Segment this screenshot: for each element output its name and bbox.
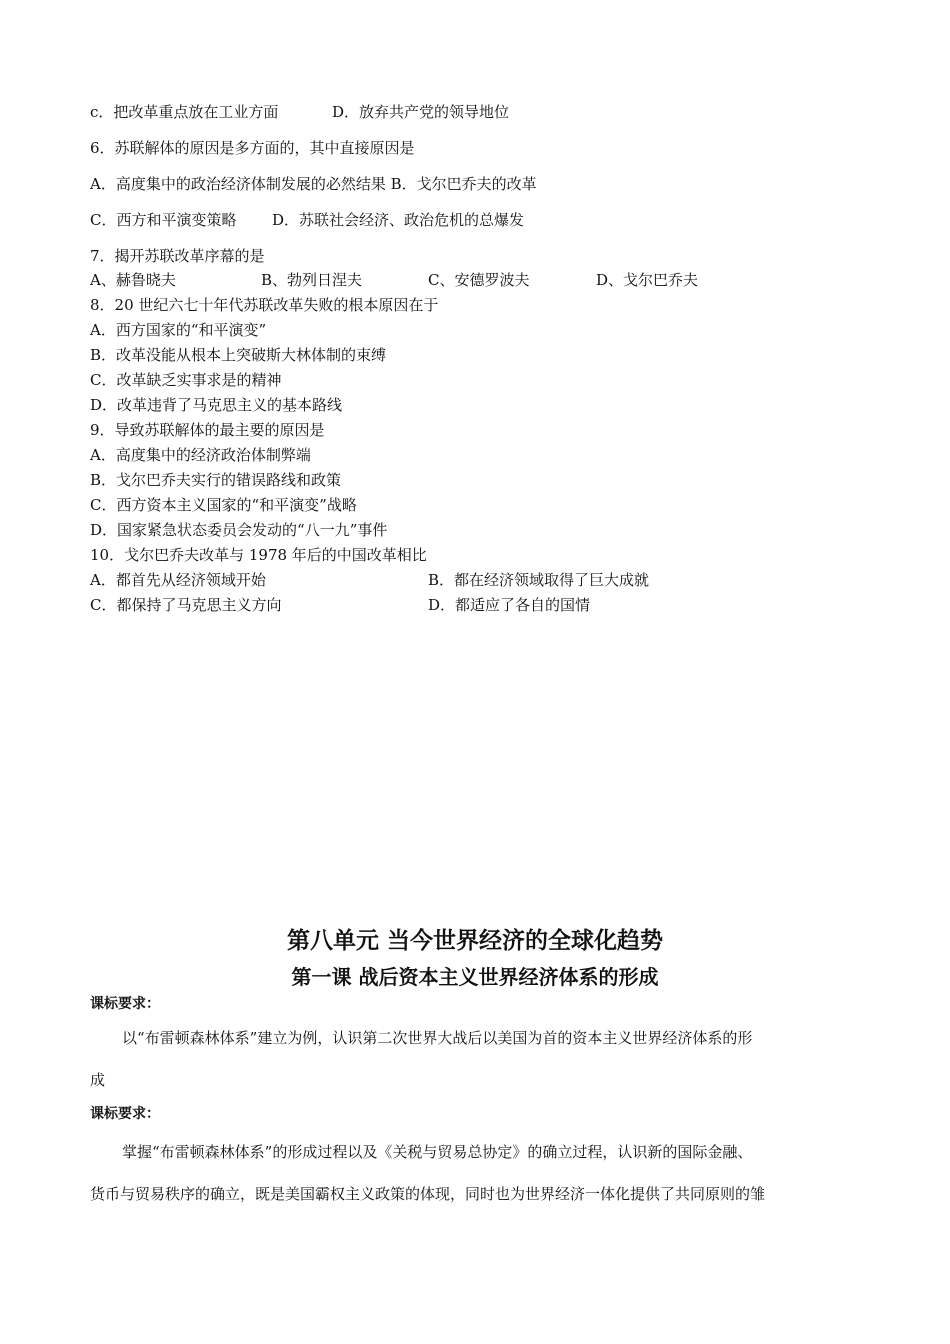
q9-option-a: A．高度集中的经济政治体制弊端 <box>90 446 311 464</box>
q7-option-a: A、赫鲁晓夫 <box>90 271 176 289</box>
q6-option-c: C．西方和平演变策略 <box>90 211 237 229</box>
q10-stem: 10．戈尔巴乔夫改革与 1978 年后的中国改革相比 <box>90 546 427 564</box>
q10-option-c: C．都保持了马克思主义方向 <box>90 596 282 614</box>
q7-stem: 7．揭开苏联改革序幕的是 <box>90 247 265 265</box>
section1-line1: 以“布雷顿森林体系”建立为例，认识第二次世界大战后以美国为首的资本主义世界经济体系的形 <box>122 1029 753 1047</box>
q10-option-a: A．都首先从经济领域开始 <box>90 571 266 589</box>
q7-option-b: B、勃列日涅夫 <box>261 271 363 289</box>
section1-label: 课标要求： <box>90 996 160 1012</box>
q9-stem: 9．导致苏联解体的最主要的原因是 <box>90 421 325 439</box>
q8-stem: 8．20 世纪六七十年代苏联改革失败的根本原因在于 <box>90 296 439 314</box>
q8-option-d: D．改革违背了马克思主义的基本路线 <box>90 396 343 414</box>
q6-stem: 6．苏联解体的原因是多方面的，其中直接原因是 <box>90 139 415 157</box>
lesson-title: 第一课 战后资本主义世界经济体系的形成 <box>291 965 659 989</box>
q8-option-a: A．西方国家的“和平演变” <box>90 321 267 339</box>
q9-option-c: C．西方资本主义国家的“和平演变”战略 <box>90 496 357 514</box>
q5-option-c: c．把改革重点放在工业方面 <box>90 103 279 121</box>
q5-option-d: D．放弃共产党的领导地位 <box>332 103 510 121</box>
q10-option-d: D．都适应了各自的国情 <box>428 596 591 614</box>
unit-title: 第八单元 当今世界经济的全球化趋势 <box>286 928 663 954</box>
section2-label: 课标要求： <box>90 1106 160 1122</box>
section2-line1: 掌握“布雷顿森林体系”的形成过程以及《关税与贸易总协定》的确立过程，认识新的国际金融、 <box>122 1143 753 1161</box>
q8-option-b: B．改革没能从根本上突破斯大林体制的束缚 <box>90 346 387 364</box>
q9-option-b: B．戈尔巴乔夫实行的错误路线和政策 <box>90 471 342 489</box>
q8-option-c: C．改革缺乏实事求是的精神 <box>90 371 282 389</box>
section2-line2: 货币与贸易秩序的确立，既是美国霸权主义政策的体现，同时也为世界经济一体化提供了共同原则的雏 <box>90 1185 766 1203</box>
q6-options-ab: A．高度集中的政治经济体制发展的必然结果 B．戈尔巴乔夫的改革 <box>90 175 537 193</box>
q7-option-d: D、戈尔巴乔夫 <box>596 271 699 289</box>
q9-option-d: D．国家紧急状态委员会发动的“八一九”事件 <box>90 521 388 539</box>
q10-option-b: B．都在经济领域取得了巨大成就 <box>428 571 650 589</box>
q7-option-c: C、安德罗波夫 <box>428 271 530 289</box>
q6-option-d: D．苏联社会经济、政治危机的总爆发 <box>272 211 525 229</box>
section1-line2: 成 <box>90 1071 106 1089</box>
